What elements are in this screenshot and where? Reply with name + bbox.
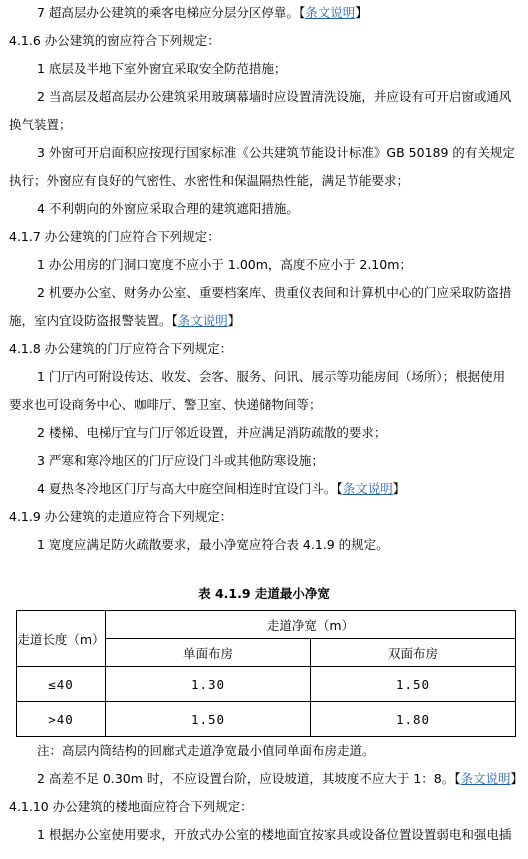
- table-cell-single: 1.30: [106, 667, 311, 702]
- clause-4-1-6-1: 1 底层及半地下室外窗宜采取安全防范措施；: [37, 61, 287, 76]
- clause-4-1-9-2: 2 高差不足 0.30m 时，不应设置台阶，应设坡道，其坡度不应大于 1：8。【条文说明】: [37, 771, 524, 786]
- table-cell-single: 1.50: [106, 702, 311, 737]
- table-header-length: 走道长度（m）: [17, 611, 106, 667]
- table-cell-length: >40: [17, 702, 106, 737]
- clause-note-link[interactable]: 条文说明: [342, 481, 393, 496]
- table-subheader-single: 单面布房: [106, 639, 311, 667]
- clause-note-link[interactable]: 条文说明: [305, 5, 356, 20]
- clause-4-1-9-1: 1 宽度应满足防火疏散要求，最小净宽应符合表 4.1.9 的规定。: [37, 537, 389, 552]
- clause-4-1-7-2: 2 机要办公室、财务办公室、重要档案库、贵重仪表间和计算机中心的门应采取防盗措: [37, 285, 512, 300]
- table-cell-double: 1.50: [311, 667, 516, 702]
- clause-4-1-8-4: 4 夏热冬冷地区门厅与高大中庭空间相连时宜设门斗。【条文说明】: [37, 481, 406, 496]
- table-note: 注：高层内筒结构的回廊式走道净宽最小值同单面布房走道。: [37, 743, 375, 758]
- clause-4-1-8-2: 2 楼梯、电梯厅宜与门厅邻近设置，并应满足消防疏散的要求；: [37, 425, 387, 440]
- table-row: [17, 702, 516, 737]
- section-4-1-9: 4.1.9 办公建筑的走道应符合下列规定：: [9, 509, 233, 524]
- clause-4-1-5-7: 7 超高层办公建筑的乘客电梯应分层分区停靠。【条文说明】: [37, 5, 368, 20]
- clause-note-link[interactable]: 条文说明: [460, 771, 511, 786]
- section-4-1-6: 4.1.6 办公建筑的窗应符合下列规定：: [9, 33, 220, 48]
- clause-4-1-10-1: 1 根据办公室使用要求，开放式办公室的楼地面宜按家具或设备位置设置弱电和强电插: [37, 827, 512, 842]
- table-cell-length: ≤40: [17, 667, 106, 702]
- clause-note-link[interactable]: 条文说明: [177, 313, 228, 328]
- clause-4-1-8-1: 1 门厅内可附设传达、收发、会客、服务、问讯、展示等功能房间（场所）；根据使用: [37, 369, 506, 384]
- table-header-width: 走道净宽（m）: [106, 611, 516, 639]
- clause-4-1-6-3-cont: 执行；外窗应有良好的气密性、水密性和保温隔热性能，满足节能要求；: [9, 173, 410, 188]
- clause-4-1-6-2-cont: 换气装置；: [9, 117, 72, 132]
- table-caption: 表 4.1.9 走道最小净宽: [198, 586, 330, 601]
- clause-4-1-7-2-cont: 施，室内宜设防盗报警装置。【条文说明】: [9, 313, 241, 328]
- clause-4-1-8-1-cont: 要求也可设商务中心、咖啡厅、警卫室、快递储物间等；: [9, 397, 322, 412]
- section-4-1-10: 4.1.10 办公建筑的楼地面应符合下列规定：: [9, 799, 253, 814]
- section-4-1-8: 4.1.8 办公建筑的门厅应符合下列规定：: [9, 341, 233, 356]
- clause-4-1-6-4: 4 不利朝向的外窗应采取合理的建筑遮阳措施。: [37, 201, 299, 216]
- clause-4-1-8-3: 3 严寒和寒冷地区的门厅应设门斗或其他防寒设施；: [37, 453, 324, 468]
- table-cell-double: 1.80: [311, 702, 516, 737]
- corridor-width-table: [16, 610, 516, 737]
- table-row: [17, 667, 516, 702]
- table-subheader-double: 双面布房: [311, 639, 516, 667]
- clause-4-1-6-2: 2 当高层及超高层办公建筑采用玻璃幕墙时应设置清洗设施，并应设有可开启窗或通风: [37, 89, 512, 104]
- clause-4-1-6-3: 3 外窗可开启面积应按现行国家标准《公共建筑节能设计标准》GB 50189 的有关规定: [37, 145, 515, 160]
- clause-4-1-7-1: 1 办公用房的门洞口宽度不应小于 1.00m，高度不应小于 2.10m；: [37, 257, 412, 272]
- section-4-1-7: 4.1.7 办公建筑的门应符合下列规定：: [9, 229, 220, 244]
